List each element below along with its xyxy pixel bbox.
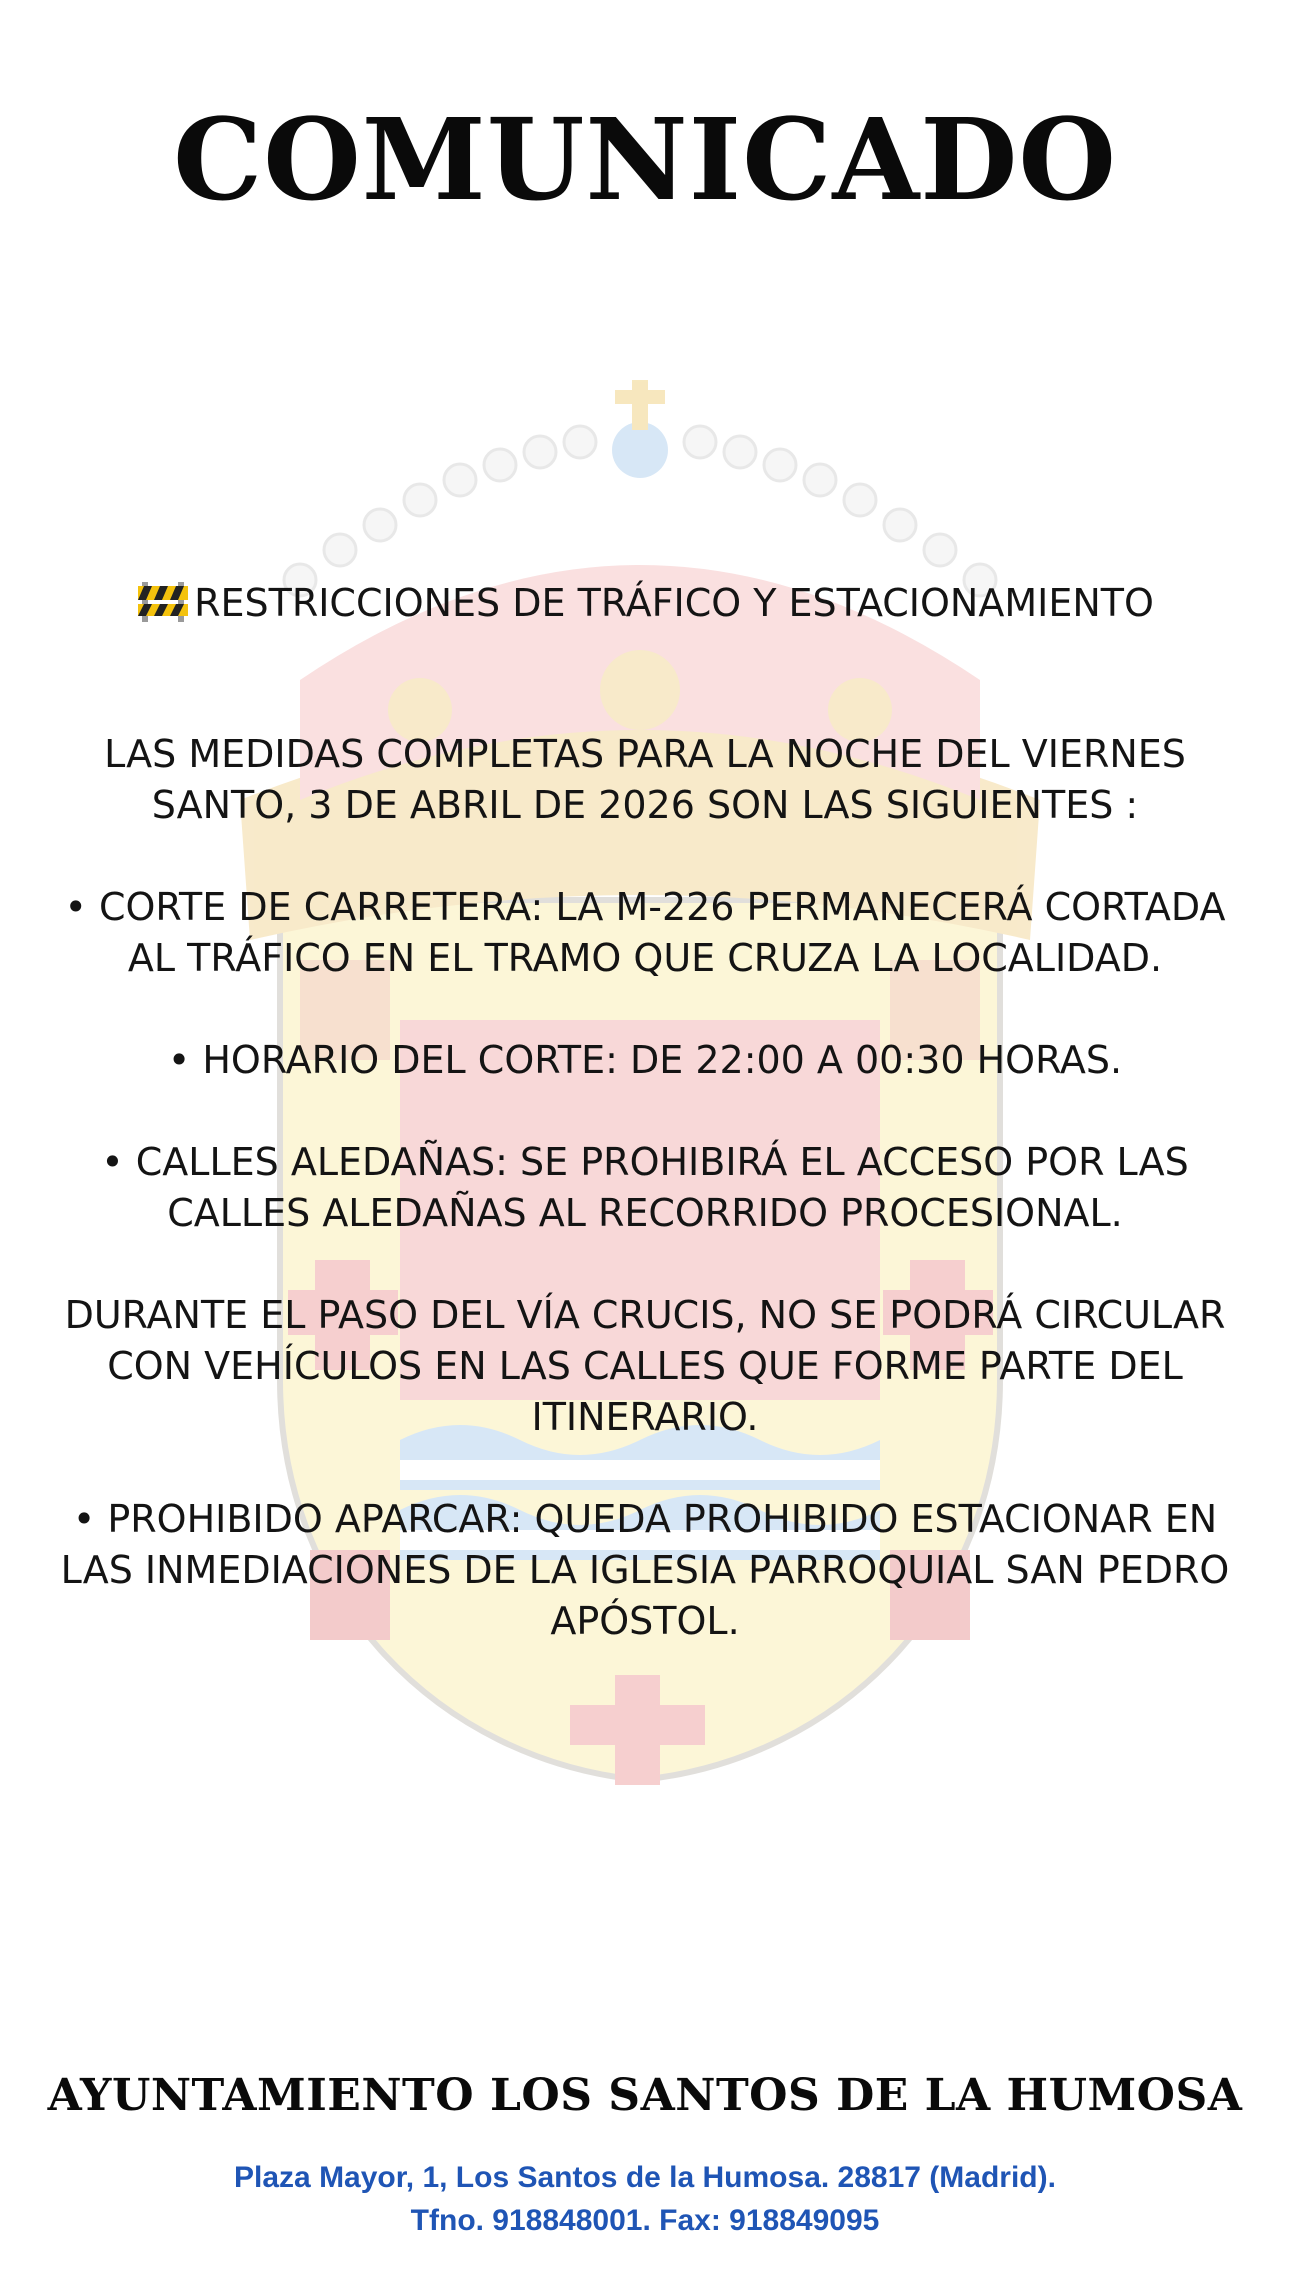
organization-name: AYUNTAMIENTO LOS SANTOS DE LA HUMOSA xyxy=(47,2070,1243,2121)
list-item: DURANTE EL PASO DEL VÍA CRUCIS, NO SE PODRÁ CIRCULAR CON VEHÍCULOS EN LAS CALLES QUE FORME PARTE DEL ITINERARIO. xyxy=(64,1293,1226,1439)
page-title: COMUNICADO xyxy=(173,95,1117,226)
list-item: • CALLES ALEDAÑAS: SE PROHIBIRÁ EL ACCESO POR LAS CALLES ALEDAÑAS AL RECORRIDO PROCESIONAL. xyxy=(101,1140,1189,1235)
section-heading-text: RESTRICCIONES DE TRÁFICO Y ESTACIONAMIENTO xyxy=(194,581,1154,625)
phone-fax-text: Tfno. 918848001. Fax: 918849095 xyxy=(410,2204,880,2237)
section-heading xyxy=(40,578,1250,629)
road-barrier-icon xyxy=(136,578,190,622)
announcement-body xyxy=(40,578,1250,1647)
address-text: Plaza Mayor, 1, Los Santos de la Humosa. 28817 (Madrid). xyxy=(234,2161,1056,2194)
list-item: • CORTE DE CARRETERA: LA M-226 PERMANECERÁ CORTADA AL TRÁFICO EN EL TRAMO QUE CRUZA LA LOCALIDAD. xyxy=(64,885,1226,980)
list-item: • PROHIBIDO APARCAR: QUEDA PROHIBIDO ESTACIONAR EN LAS INMEDIACIONES DE LA IGLESIA PARROQUIAL SAN PEDRO APÓSTOL. xyxy=(60,1497,1230,1643)
contact-info xyxy=(0,2156,1290,2242)
intro-text: LAS MEDIDAS COMPLETAS PARA LA NOCHE DEL VIERNES SANTO, 3 DE ABRIL DE 2026 SON LAS SIGUIENTES : xyxy=(104,732,1186,827)
list-item: • HORARIO DEL CORTE: DE 22:00 A 00:30 HORAS. xyxy=(167,1038,1123,1082)
